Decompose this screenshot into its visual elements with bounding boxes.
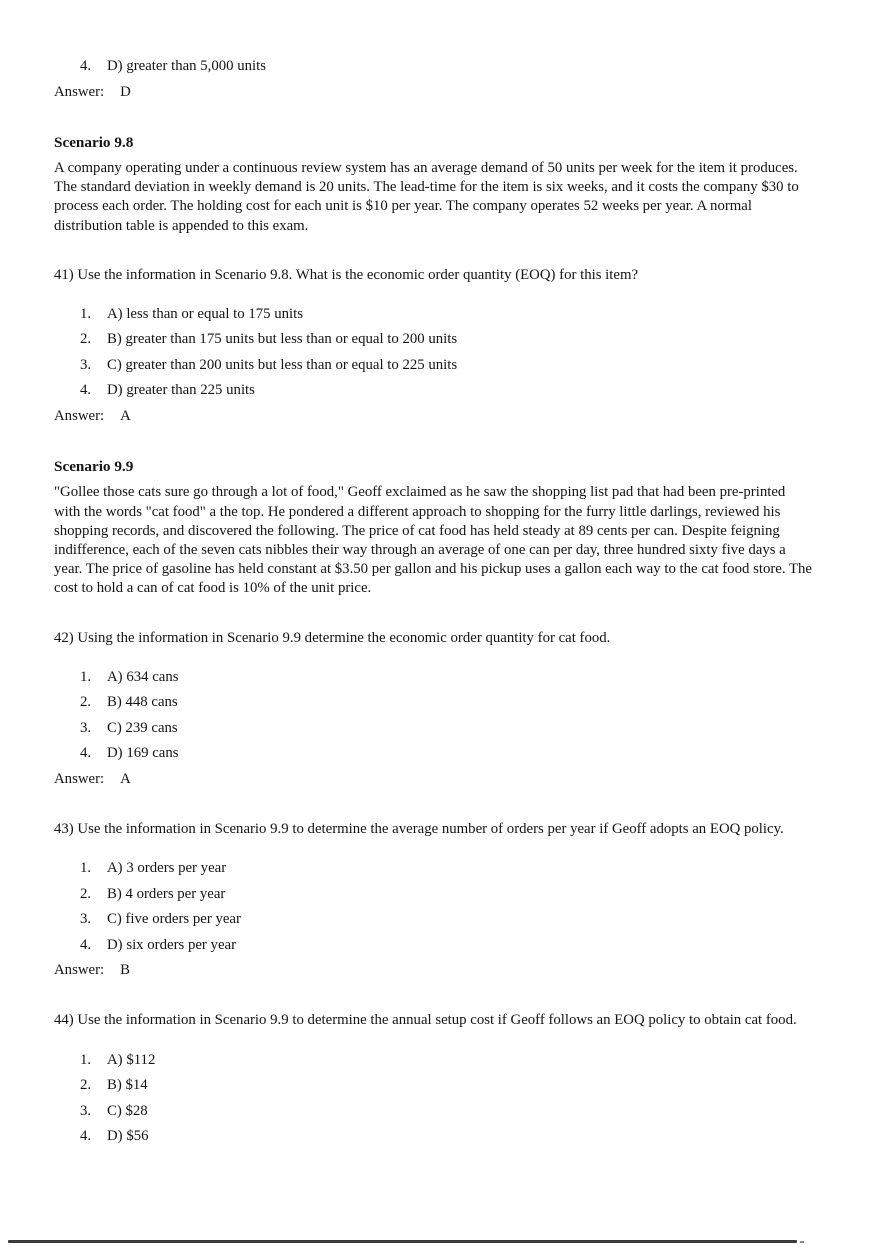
option-text: A) 3 orders per year xyxy=(107,860,227,877)
option-number: 1. xyxy=(80,860,92,877)
option-row xyxy=(54,719,812,738)
answer-line xyxy=(54,407,812,426)
option-text: D) six orders per year xyxy=(107,936,237,953)
option-row xyxy=(54,1076,812,1095)
option-number: 2. xyxy=(80,331,92,348)
answer-line xyxy=(54,83,812,102)
option-text: B) greater than 175 units but less than or equal to 200 units xyxy=(107,331,458,348)
option-text: B) 4 orders per year xyxy=(107,885,226,902)
answer-label: Answer: xyxy=(54,407,105,424)
option-text: D) $56 xyxy=(107,1128,149,1145)
option-number: 4. xyxy=(80,936,92,953)
scenario-9-9-heading: Scenario 9.9 xyxy=(54,458,134,476)
option-row xyxy=(54,330,812,349)
option-row xyxy=(54,381,812,400)
option-row xyxy=(54,936,812,955)
option-text: A) $112 xyxy=(107,1051,156,1068)
option-row xyxy=(54,859,812,878)
option-text: C) 239 cans xyxy=(107,719,178,736)
option-number: 1. xyxy=(80,305,92,322)
option-row xyxy=(54,1102,812,1121)
question-44-options xyxy=(54,1051,812,1147)
question-44-prompt: 44) Use the information in Scenario 9.9 to determine the annual setup cost if Geoff follows an EOQ policy to obtain cat food. xyxy=(54,1012,797,1029)
answer-label: Answer: xyxy=(54,962,105,979)
question-42-prompt: 42) Using the information in Scenario 9.9 determine the economic order quantity for cat food. xyxy=(54,629,611,646)
option-number: 1. xyxy=(80,1051,92,1068)
page-bottom-border xyxy=(8,1240,797,1243)
option-number: 3. xyxy=(80,719,92,736)
option-number: 1. xyxy=(80,668,92,685)
option-row xyxy=(54,57,812,76)
option-text: D) greater than 5,000 units xyxy=(107,58,267,74)
option-row xyxy=(54,885,812,904)
option-number: 4. xyxy=(80,382,92,399)
answer-value: A xyxy=(120,770,131,787)
option-number: 3. xyxy=(80,911,92,928)
answer-value: B xyxy=(120,962,131,979)
option-text: B) $14 xyxy=(107,1077,148,1094)
question-41-options xyxy=(54,305,812,401)
option-row xyxy=(54,910,812,929)
option-number: 3. xyxy=(80,356,92,373)
option-text: B) 448 cans xyxy=(107,694,178,711)
answer-line xyxy=(54,961,812,980)
question-43-prompt: 43) Use the information in Scenario 9.9 to determine the average number of orders per year if Geoff adopts an EOQ policy. xyxy=(54,820,784,837)
answer-label: Answer: xyxy=(54,83,105,100)
option-text: C) five orders per year xyxy=(107,911,241,928)
option-row xyxy=(54,1051,812,1070)
option-row xyxy=(54,693,812,712)
option-number: 2. xyxy=(80,694,92,711)
scenario-9-8-heading: Scenario 9.8 xyxy=(54,133,134,151)
option-row xyxy=(54,305,812,324)
scan-artifact-dot xyxy=(800,1241,804,1243)
option-number: 4. xyxy=(80,1128,92,1145)
option-row xyxy=(54,744,812,763)
option-row xyxy=(54,668,812,687)
answer-label: Answer: xyxy=(54,770,105,787)
option-text: A) less than or equal to 175 units xyxy=(107,305,304,322)
option-number: 2. xyxy=(80,1077,92,1094)
answer-value: D xyxy=(120,83,131,100)
answer-line xyxy=(54,770,812,789)
option-text: D) 169 cans xyxy=(107,745,179,762)
question-41-prompt: 41) Use the information in Scenario 9.8. What is the economic order quantity (EOQ) for this item? xyxy=(54,266,639,283)
scenario-9-8-body: A company operating under a continuous review system has an average demand of 50 units per week for the item it produces. The standard deviation in weekly demand is 20 units. The lead-time for the item is six weeks, and it costs the company $30 to process each order. The holding cost for each unit is $10 per year. The company operates 52 weeks per year. A normal distribution table is appended to this exam. xyxy=(54,159,799,234)
question-43-options xyxy=(54,859,812,955)
answer-value: A xyxy=(120,407,131,424)
option-text: A) 634 cans xyxy=(107,668,179,685)
partial-question-option-list xyxy=(54,57,812,76)
question-42-options xyxy=(54,668,812,764)
option-text: C) $28 xyxy=(107,1102,148,1119)
option-number: 4. xyxy=(80,745,92,762)
option-number: 3. xyxy=(80,1102,92,1119)
scenario-9-9-body: "Gollee those cats sure go through a lot of food," Geoff exclaimed as he saw the shopping list pad that had been pre-printed with the words "cat food" a the top. He pondered a different approach to shopping for the furry little darlings, reviewed his shopping records, and discovered the following. The price of cat food has held steady at 89 cents per can. Despite feigning indifference, each of the seven cats nibbles their way through an average of one can per day, three hundred sixty five days a year. The price of gasoline has held constant at $3.50 per gallon and his pickup uses a gallon each way to the cat food store. The cost to hold a can of cat food is 10% of the unit price. xyxy=(54,484,812,597)
option-row xyxy=(54,356,812,375)
option-text: D) greater than 225 units xyxy=(107,382,255,399)
option-row xyxy=(54,1127,812,1146)
option-text: C) greater than 200 units but less than or equal to 225 units xyxy=(107,356,458,373)
option-number: 2. xyxy=(80,885,92,902)
option-number: 4. xyxy=(80,58,92,74)
